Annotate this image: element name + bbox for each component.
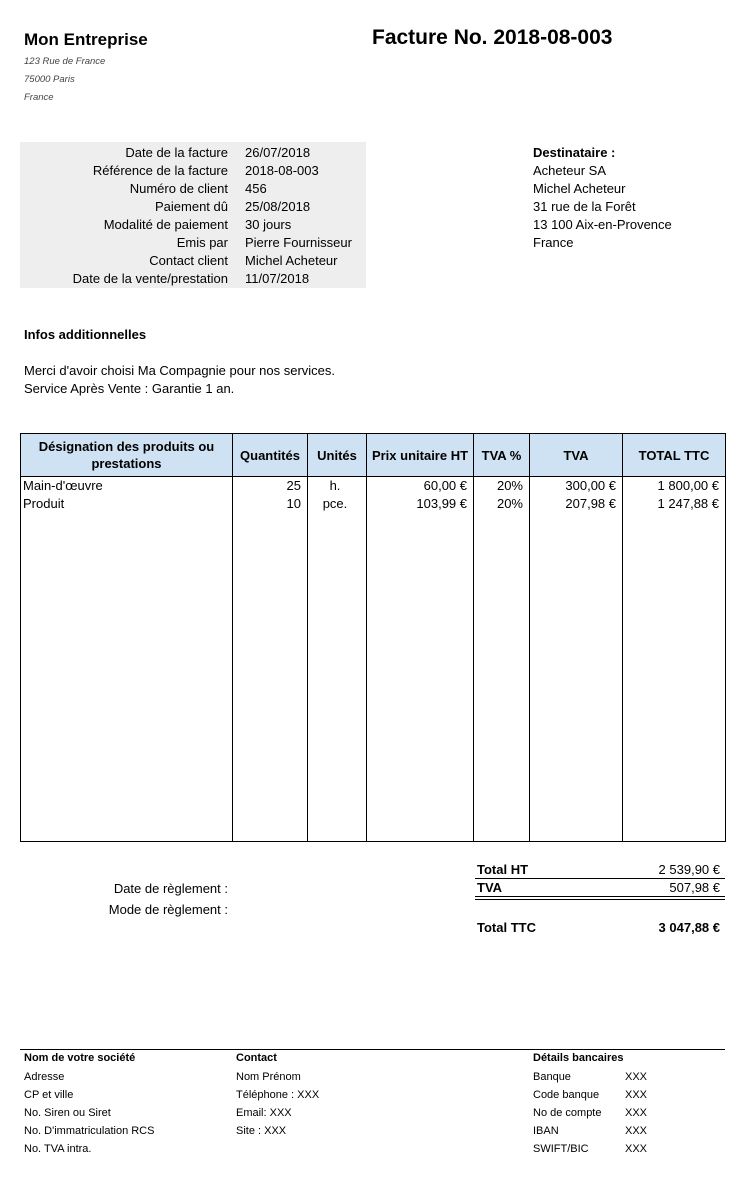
- cell-vat-rate: 20%: [474, 477, 530, 496]
- company-address-country: France: [24, 92, 54, 103]
- col-header-quantity: Quantités: [233, 434, 308, 477]
- meta-value-client-contact: Michel Acheteur: [245, 253, 338, 268]
- footer-iban-label: IBAN: [533, 1125, 559, 1137]
- footer-contact-phone: Téléphone : XXX: [236, 1089, 320, 1101]
- footer-contact-column: [236, 1052, 436, 1162]
- cell-quantity: 10: [233, 495, 308, 513]
- table-row: [21, 495, 726, 513]
- footer-swift-value: XXX: [625, 1143, 648, 1155]
- recipient-title: Destinataire :: [533, 145, 616, 160]
- meta-label-invoice-date: Date de la facture: [125, 145, 228, 160]
- meta-value-invoice-reference: 2018-08-003: [245, 163, 319, 178]
- col-header-designation: Désignation des produits ou prestations: [21, 434, 233, 477]
- payment-mode-label: Mode de règlement :: [108, 902, 228, 917]
- total-tva-value: 507,98 €: [669, 880, 720, 895]
- footer-company-vat: No. TVA intra.: [24, 1143, 92, 1155]
- infos-title: Infos additionnelles: [24, 327, 147, 342]
- table-header-row: [21, 434, 726, 477]
- footer-bank-code-value: XXX: [625, 1089, 648, 1101]
- footer-account-label: No de compte: [533, 1107, 602, 1119]
- cell-unit-price: 60,00 €: [367, 477, 474, 496]
- footer-bank-column: [533, 1052, 723, 1162]
- recipient-contact: Michel Acheteur: [533, 181, 626, 196]
- footer-company-column: [24, 1052, 224, 1162]
- cell-vat-rate: 20%: [474, 495, 530, 513]
- footer-bank-title: Détails bancaires: [533, 1052, 624, 1064]
- footer-company-city: CP et ville: [24, 1089, 74, 1101]
- invoice-items-table: [20, 433, 726, 842]
- meta-label-payment-terms: Modalité de paiement: [103, 217, 228, 232]
- cell-unit: pce.: [308, 495, 367, 513]
- footer-company-siren: No. Siren ou Siret: [24, 1107, 111, 1119]
- totals-divider: [475, 878, 725, 879]
- footer-bank-code-label: Code banque: [533, 1089, 600, 1101]
- recipient-country: France: [533, 235, 574, 250]
- meta-value-invoice-date: 26/07/2018: [245, 145, 311, 160]
- footer-bank-label: Banque: [533, 1071, 571, 1083]
- meta-value-payment-terms: 30 jours: [245, 217, 292, 232]
- meta-value-sale-date: 11/07/2018: [245, 271, 310, 286]
- invoice-meta-box: [20, 142, 366, 288]
- col-header-vat-rate: TVA %: [474, 434, 530, 477]
- footer-company-address: Adresse: [24, 1071, 65, 1083]
- cell-total-ttc: 1 247,88 €: [623, 495, 726, 513]
- cell-unit-price: 103,99 €: [367, 495, 474, 513]
- cell-designation: Main-d'œuvre: [21, 477, 233, 496]
- cell-vat: 300,00 €: [530, 477, 623, 496]
- col-header-unit-price: Prix unitaire HT: [367, 434, 474, 477]
- footer-company-rcs: No. D'immatriculation RCS: [24, 1125, 155, 1137]
- invoice-title: Facture No. 2018-08-003: [372, 26, 613, 49]
- table-row: [21, 477, 726, 496]
- cell-unit: h.: [308, 477, 367, 496]
- col-header-total-ttc: TOTAL TTC: [623, 434, 726, 477]
- recipient-city: 13 100 Aix-en-Provence: [533, 217, 672, 232]
- footer-divider: [20, 1049, 725, 1050]
- footer-bank-value: XXX: [625, 1071, 648, 1083]
- company-address-street: 123 Rue de France: [24, 56, 106, 67]
- footer-iban-value: XXX: [625, 1125, 648, 1137]
- footer-contact-email: Email: XXX: [236, 1107, 292, 1119]
- footer-account-value: XXX: [625, 1107, 648, 1119]
- payment-date-label: Date de règlement :: [113, 881, 228, 896]
- meta-value-payment-due: 25/08/2018: [245, 199, 311, 214]
- footer-contact-title: Contact: [236, 1052, 277, 1064]
- table-empty-area: [21, 513, 726, 842]
- meta-label-issued-by: Emis par: [176, 235, 228, 250]
- total-ttc-label: Total TTC: [477, 920, 536, 935]
- meta-label-client-number: Numéro de client: [129, 181, 228, 196]
- total-ht-label: Total HT: [477, 862, 529, 877]
- meta-label-client-contact: Contact client: [149, 253, 228, 268]
- total-tva-label: TVA: [477, 880, 503, 895]
- cell-vat: 207,98 €: [530, 495, 623, 513]
- infos-line-warranty: Service Après Vente : Garantie 1 an.: [24, 381, 235, 396]
- recipient-company: Acheteur SA: [533, 163, 606, 178]
- infos-line-thanks: Merci d'avoir choisi Ma Compagnie pour nos services.: [24, 363, 335, 378]
- meta-value-issued-by: Pierre Fournisseur: [245, 235, 352, 250]
- footer-contact-name: Nom Prénom: [236, 1071, 301, 1083]
- totals-double-rule-top: [475, 896, 725, 897]
- company-address-city: 75000 Paris: [24, 74, 75, 85]
- cell-total-ttc: 1 800,00 €: [623, 477, 726, 496]
- col-header-unit: Unités: [308, 434, 367, 477]
- company-name: Mon Entreprise: [24, 30, 148, 49]
- meta-label-payment-due: Paiement dû: [155, 199, 228, 214]
- recipient-street: 31 rue de la Forêt: [533, 199, 636, 214]
- cell-designation: Produit: [21, 495, 233, 513]
- totals-double-rule-bottom: [475, 899, 725, 900]
- cell-quantity: 25: [233, 477, 308, 496]
- footer-company-title: Nom de votre société: [24, 1052, 136, 1064]
- meta-value-client-number: 456: [245, 181, 267, 196]
- meta-label-invoice-reference: Référence de la facture: [92, 163, 228, 178]
- footer-contact-site: Site : XXX: [236, 1125, 287, 1137]
- col-header-vat: TVA: [530, 434, 623, 477]
- meta-label-sale-date: Date de la vente/prestation: [72, 271, 228, 286]
- footer-swift-label: SWIFT/BIC: [533, 1143, 589, 1155]
- total-ht-value: 2 539,90 €: [658, 862, 720, 877]
- total-ttc-value: 3 047,88 €: [658, 920, 720, 935]
